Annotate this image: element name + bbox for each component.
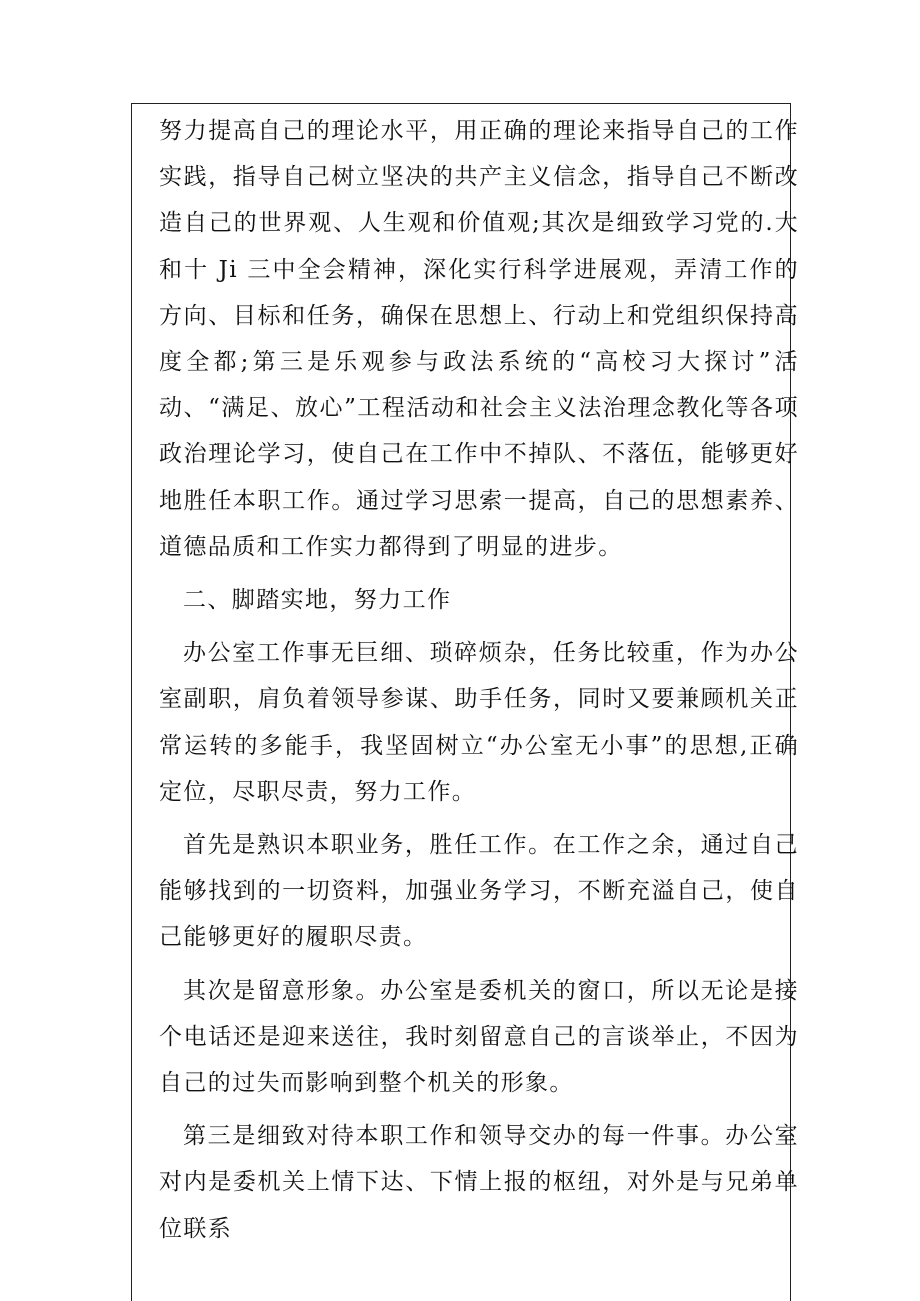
- paragraph-theory-study: 努力提高自己的理论水平，用正确的理论来指导自己的工作实践，指导自己树立坚决的共产主义信念，指导自己不断改造自己的世界观、人生观和价值观;其次是细致学习党的.大和十 Ji 三中全会精神，深化实行科学进展观，弄清工作的方向、目标和任务，确保在思想上、行动上和党组织保持高度全都;第三是乐观参与政法系统的“高校习大探讨”活动、“满足、放心”工程活动和社会主义法治理念教化等各项政治理论学习，使自己在工作中不掉队、不落伍，能够更好地胜任本职工作。通过学习思索一提高，自己的思想素养、道德品质和工作实力都得到了明显的进步。: [159, 118, 799, 560]
- paragraph-office-work: 办公室工作事无巨细、琐碎烦杂，任务比较重，作为办公室副职，肩负着领导参谋、助手任务，同时又要兼顾机关正常运转的多能手，我坚固树立“办公室无小事”的思想,正确定位，尽职尽责，努力工作。: [159, 640, 799, 805]
- document-body: [159, 108, 799, 1252]
- paragraph-serious-attitude: 第三是细致对待本职工作和领导交办的每一件事。办公室对内是委机关上情下达、下情上报的枢纽，对外是与兄弟单位联系: [159, 1123, 799, 1242]
- section-heading-work: 二、脚踏实地，努力工作: [183, 587, 452, 614]
- paragraph-image: 其次是留意形象。办公室是委机关的窗口，所以无论是接个电话还是迎来送往，我时刻留意自己的言谈举止，不因为自己的过失而影响到整个机关的形象。: [159, 977, 799, 1097]
- paragraph-familiar-business: 首先是熟识本职业务，胜任工作。在工作之余，通过自己能够找到的一切资料，加强业务学习，不断充溢自己，使自己能够更好的履职尽责。: [159, 832, 799, 951]
